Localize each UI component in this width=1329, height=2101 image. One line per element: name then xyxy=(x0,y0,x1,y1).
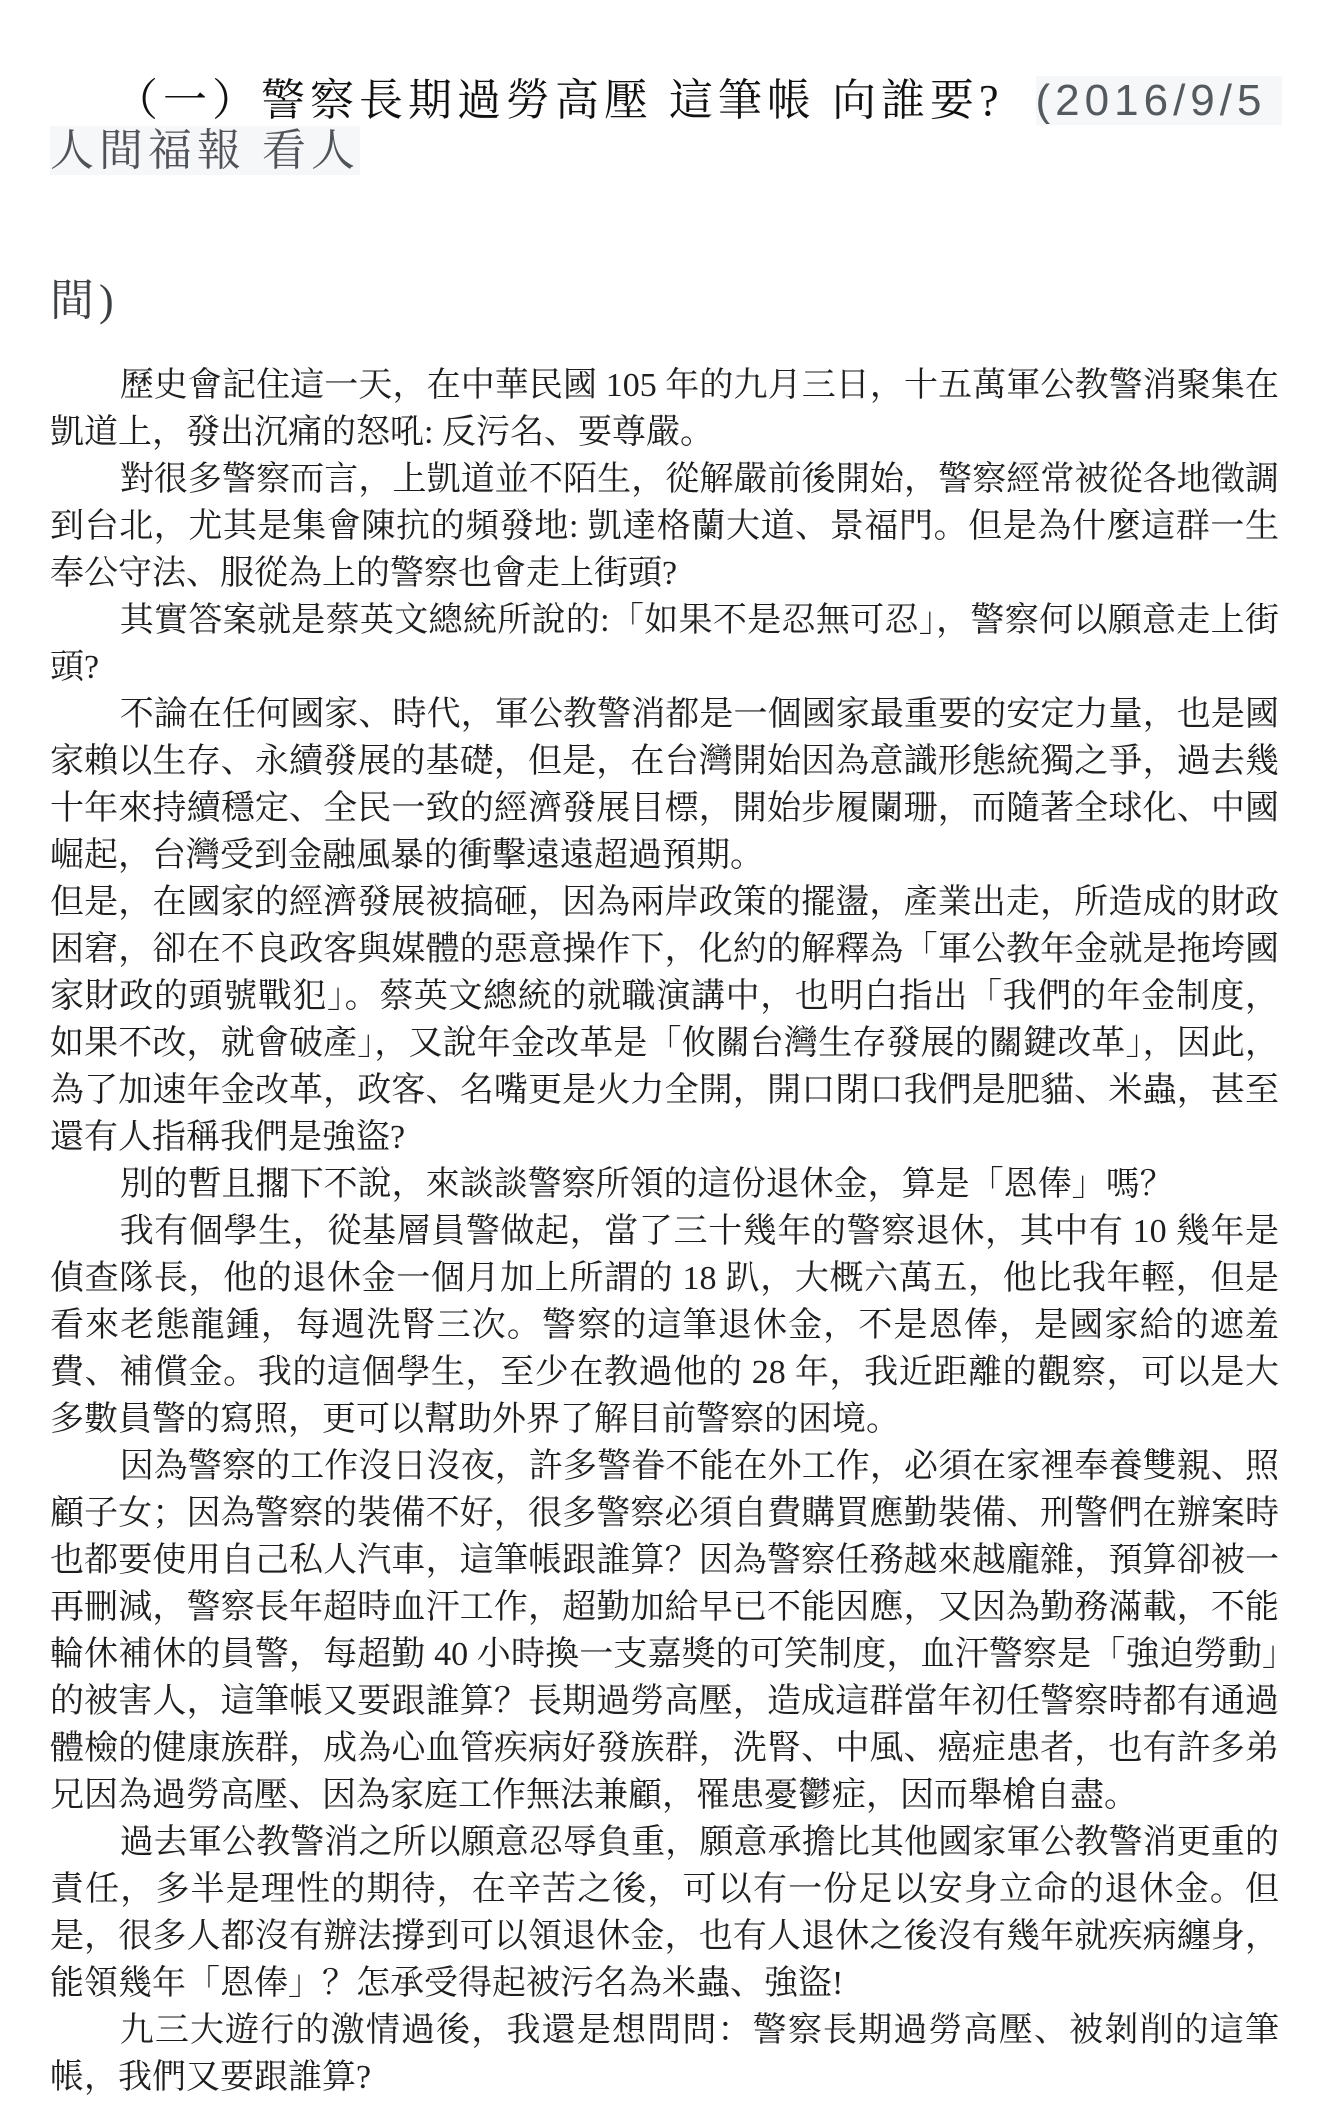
title-text: （一）警察長期過勞高壓 這筆帳 向誰要? xyxy=(114,76,1036,125)
paragraph: 過去軍公教警消之所以願意忍辱負重，願意承擔比其他國家軍公教警消更重的責任，多半是理性的期待，在辛苦之後，可以有一份足以安身立命的退休金。但是，很多人都沒有辦法撐到可以領退休金，也有人退休之後沒有幾年就疾病纏身，能領幾年「恩俸」？怎承受得起被污名為米蟲、強盜! xyxy=(50,1824,1279,2002)
title-source: 人間福報 看人 xyxy=(50,76,1283,175)
paragraph: 歷史會記住這一天，在中華民國 105 年的九月三日，十五萬軍公教警消聚集在凱道上，發出沉痛的怒吼: 反污名、要尊嚴。 xyxy=(50,367,1279,451)
paragraph: 九三大遊行的激情過後，我還是想問問：警察長期過勞高壓、被剝削的這筆帳，我們又要跟誰算? xyxy=(50,2012,1279,2096)
paragraph: 但是，在國家的經濟發展被搞砸，因為兩岸政策的擺盪，產業出走，所造成的財政困窘，卻在不良政客與媒體的惡意操作下，化約的解釋為「軍公教年金就是拖垮國家財政的頭號戰犯」。蔡英文總統的就職演講中，也明白指出「我們的年金制度，如果不改，就會破產」，又說年金改革是「攸關台灣生存發展的關鍵改革」，因此，為了加速年金改革，政客、名嘴更是火力全開，開口閉口我們是肥貓、米蟲，甚至還有人指稱我們是強盜? xyxy=(50,884,1279,1156)
title-wrap-line: 間) xyxy=(50,276,119,325)
paragraph: 對很多警察而言，上凱道並不陌生，從解嚴前後開始，警察經常被從各地徵調到台北，尤其是集會陳抗的頻發地: 凱達格蘭大道、景福門。但是為什麼這群一生奉公守法、服從為上的警察也會走上街頭? xyxy=(50,461,1279,592)
paragraph: 別的暫且擱下不說，來談談警察所領的這份退休金，算是「恩俸」嗎？ xyxy=(119,1166,1174,1203)
title-date: (2016/9/5 xyxy=(1035,76,1267,125)
paragraph: 不論在任何國家、時代，軍公教警消都是一個國家最重要的安定力量，也是國家賴以生存、永續發展的基礎，但是，在台灣開始因為意識形態統獨之爭，過去幾十年來持續穩定、全民一致的經濟發展目標，開始步履闌珊，而隨著全球化、中國崛起，台灣受到金融風暴的衝擊遠遠超過預期。 xyxy=(50,696,1279,874)
paragraph: 因為警察的工作沒日沒夜，許多警眷不能在外工作，必須在家裡奉養雙親、照顧子女；因為警察的裝備不好，很多警察必須自費購買應勤裝備、刑警們在辦案時也都要使用自己私人汽車，這筆帳跟誰算？因為警察任務越來越龐雜，預算卻被一再刪減，警察長年超時血汗工作，超勤加給早已不能因應，又因為勤務滿載，不能輪休補休的員警，每超勤 40 小時換一支嘉獎的可笑制度，血汗警察是「強迫勞動」的被害人，這筆帳又要跟誰算？長期過勞高壓，造成這群當年初任警察時都有通過體檢的健康族群，成為心血管疾病好發族群，洗腎、中風、癌症患者，也有許多弟兄因為過勞高壓、因為家庭工作無法兼顧，罹患憂鬱症，因而舉槍自盡。 xyxy=(50,1448,1279,1814)
document-title xyxy=(50,26,1283,226)
article-body xyxy=(50,362,1279,2101)
paragraph: 我有個學生，從基層員警做起，當了三十幾年的警察退休，其中有 10 幾年是偵查隊長，他的退休金一個月加上所謂的 18 趴，大概六萬五，他比我年輕，但是看來老態龍鍾，每週洗腎三次。警察的這筆退休金，不是恩俸，是國家給的遮羞費、補償金。我的這個學生，至少在教過他的 28 年，我近距離的觀察，可以是大多數員警的寫照，更可以幫助外界了解目前警察的困境。 xyxy=(50,1213,1279,1438)
paragraph: 其實答案就是蔡英文總統所說的:「如果不是忍無可忍」，警察何以願意走上街頭? xyxy=(50,602,1279,686)
